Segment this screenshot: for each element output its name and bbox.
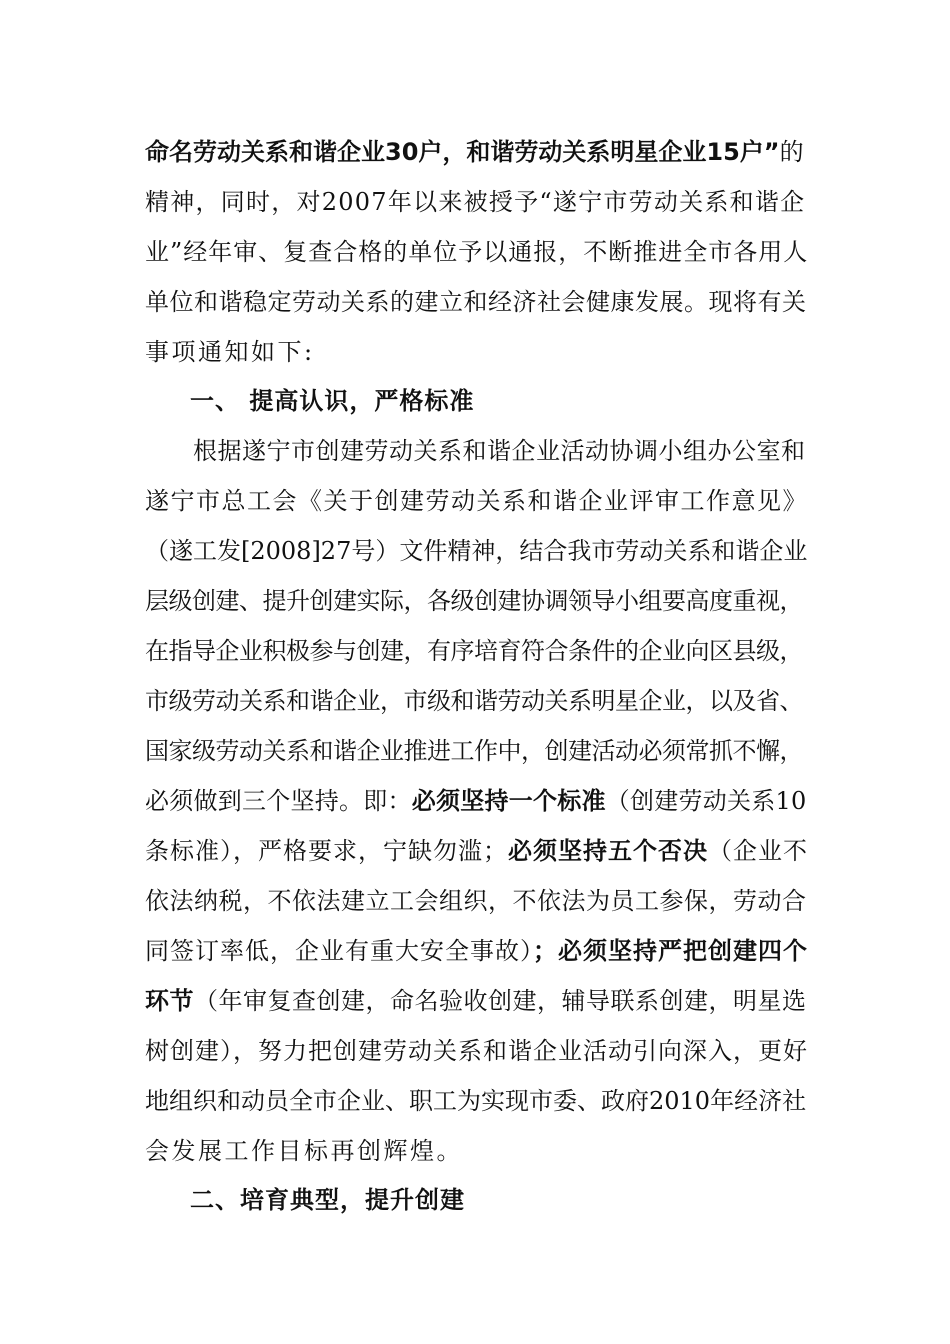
body-text: 根据遂宁市创建劳动关系和谐企业活动协调小组办公室和 (193, 437, 806, 465)
bold-text: 命名劳动关系和谐企业30户，和谐劳动关系明星企业15户” (145, 138, 780, 166)
body-text: 遂宁市总工会《关于创建劳动关系和谐企业评审工作意见》 (145, 487, 808, 515)
paragraph-line (145, 986, 807, 1016)
body-text: 层级创建、提升创建实际，各级创建协调领导小组要高度重视， (145, 587, 803, 615)
paragraph-line (145, 137, 804, 167)
body-text: 必须做到三个坚持。即： (145, 787, 412, 815)
paragraph-line (145, 187, 805, 217)
paragraph-line (145, 936, 808, 966)
paragraph-line (145, 636, 803, 666)
body-text: （遂工发[2008]27号）文件精神，结合我市劳动关系和谐企业 (145, 537, 808, 565)
body-text: （创建劳动关系10 (605, 787, 807, 815)
body-text: 树创建），努力把创建劳动关系和谐企业活动引向深入，更好 (145, 1037, 808, 1065)
heading-text: 一、 提高认识，严格标准 (190, 387, 475, 415)
body-text: 精神，同时，对2007年以来被授予“遂宁市劳动关系和谐企 (145, 188, 806, 216)
paragraph-line (145, 536, 807, 566)
body-text: 会发展工作目标再创辉煌。 (145, 1137, 463, 1165)
body-text: 在指导企业积极参与创建，有序培育符合条件的企业向区县级， (145, 637, 803, 665)
body-text: 地组织和动员全市企业、职工为实现市委、政府2010年经济社 (145, 1087, 807, 1115)
bold-text: 环节 (145, 987, 194, 1015)
body-text: 单位和谐稳定劳动关系的建立和经济社会健康发展。现将有关 (145, 288, 807, 316)
bold-text: ；必须坚持严把创建四个 (533, 937, 808, 965)
paragraph-line (145, 486, 808, 516)
section-heading-2 (190, 1185, 465, 1215)
body-text: （企业不 (708, 837, 808, 865)
paragraph-line (145, 337, 315, 367)
body-text: 同签订率低，企业有重大安全事故） (145, 937, 533, 965)
paragraph-line (145, 287, 807, 317)
body-text: （年审复查创建，命名验收创建，辅导联系创建，明星选 (194, 987, 807, 1015)
paragraph-line (145, 836, 808, 866)
body-text: 依法纳税，不依法建立工会组织，不依法为员工参保，劳动合 (145, 887, 807, 915)
paragraph-line (193, 436, 806, 466)
paragraph-line (145, 1136, 463, 1166)
heading-text: 二、培育典型，提升创建 (190, 1186, 465, 1214)
paragraph-line (145, 1036, 808, 1066)
paragraph-line (145, 237, 808, 267)
body-text: 事项通知如下: (145, 338, 315, 366)
paragraph-line (145, 736, 803, 766)
body-text: 业”经年审、复查合格的单位予以通报，不断推进全市各用人 (145, 238, 809, 266)
body-text: 的 (779, 138, 804, 166)
body-text: 条标准），严格要求，宁缺勿滥； (145, 837, 508, 865)
paragraph-line (145, 686, 803, 716)
paragraph-line (145, 786, 807, 816)
paragraph-line (145, 886, 807, 916)
body-text: 国家级劳动关系和谐企业推进工作中，创建活动必须常抓不懈， (145, 737, 803, 765)
bold-text: 必须坚持一个标准 (411, 787, 606, 815)
paragraph-line (145, 1086, 806, 1116)
paragraph-line (145, 586, 803, 616)
bold-text: 必须坚持五个否决 (508, 837, 708, 865)
section-heading-1 (190, 386, 474, 416)
body-text: 市级劳动关系和谐企业，市级和谐劳动关系明星企业，以及省、 (145, 687, 803, 715)
